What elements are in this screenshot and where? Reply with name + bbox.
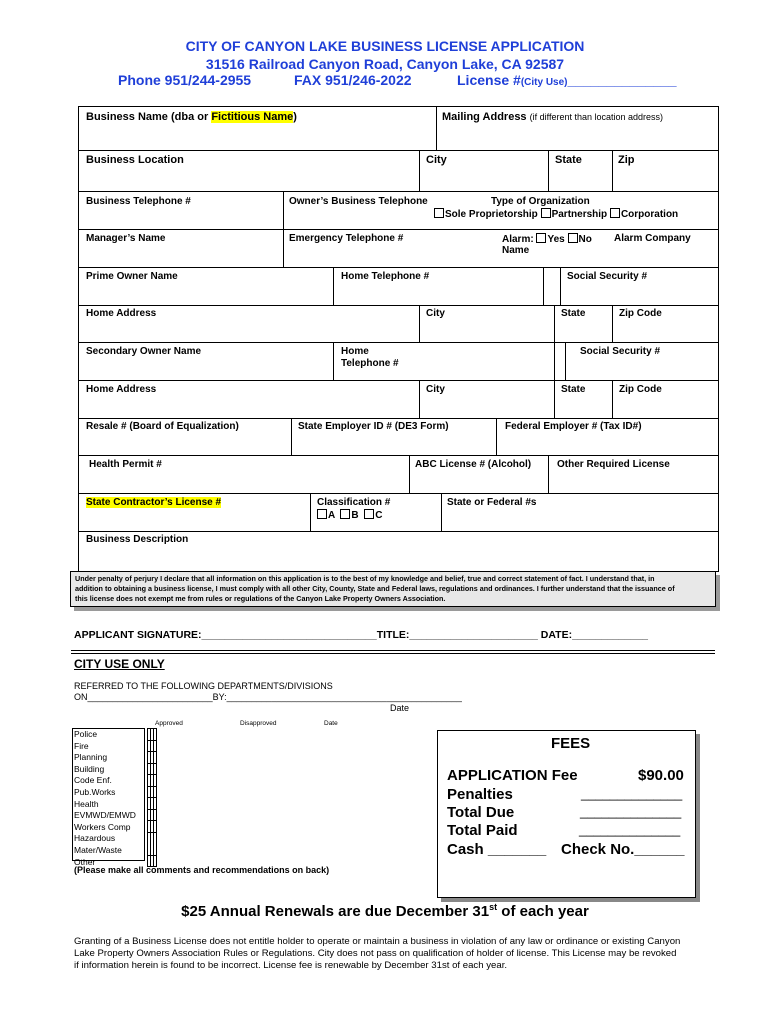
business-telephone-field[interactable]: Business Telephone # [86,196,191,207]
fax-number: FAX 951/246-2022 [294,72,412,88]
prime-owner-ssn-field[interactable]: Social Security # [567,271,648,282]
department-name: Police [74,729,98,739]
phone-number: Phone 951/244-2955 [118,72,252,88]
fees-title: FEES [551,735,591,752]
comments-note: (Please make all comments and recommendations on back) [74,865,330,875]
department-name: Planning [74,752,108,763]
license-number-label: License #(City Use)______________ [457,72,677,88]
applicant-signature-line[interactable]: APPLICANT SIGNATURE:______________________________TITLE:______________________ DATE:_____________ [74,629,649,641]
renewal-notice: $25 Annual Renewals are due December 31st of each year [181,902,589,920]
type-of-organization-label: Type of Organization [491,196,590,207]
business-name-field[interactable]: Business Name (dba or Fictitious Name) [86,111,297,123]
date-cell[interactable] [154,775,157,787]
state-employer-id-field[interactable]: State Employer ID # (DE3 Form) [298,421,449,432]
secondary-owner-home-label[interactable]: Home [341,346,369,357]
prime-owner-zip-field[interactable]: Zip Code [619,308,662,319]
prime-owner-name-field[interactable]: Prime Owner Name [86,271,178,282]
secondary-owner-home-address-field[interactable]: Home Address [86,384,157,395]
prime-owner-state-field[interactable]: State [561,308,586,319]
date-column-header: Date [324,720,338,727]
departments-list [72,728,145,867]
prime-owner-home-address-field[interactable]: Home Address [86,308,157,319]
disapproved-column-header: Disapproved [240,720,277,727]
city-address: 31516 Railroad Canyon Road, Canyon Lake, CA 92587 [205,56,565,72]
class-b-checkbox[interactable]: B [340,510,358,521]
class-c-checkbox[interactable]: C [364,510,382,521]
managers-name-field[interactable]: Manager’s Name [86,233,166,244]
secondary-owner-city-field[interactable]: City [426,384,445,395]
department-name: Hazardous [74,833,116,844]
date-cell[interactable] [154,832,157,855]
department-name: Other [74,856,96,867]
prime-owner-city-field[interactable]: City [426,308,445,319]
date-cell[interactable] [154,740,157,752]
other-license-field[interactable]: Other Required License [557,459,670,470]
department-row [148,763,157,775]
perjury-statement: Under penalty of perjury I declare that all information on this application is to the best of my knowledge and belief, true and correct statement of fact. I understand that, in addition to obtaining a business license, I must comply with all other City, County, State and Federal laws, regulations and ordinances. I further understand that the issuance of this license does not exempt me from rules or regulations of the Canyon Lake Property Owners Association. [70,571,716,607]
organization-type-options [434,208,678,220]
department-row [148,809,157,821]
referred-departments-label: REFERRED TO THE FOLLOWING DEPARTMENTS/DIVISIONS [74,681,333,691]
department-row [148,729,157,741]
date-cell[interactable] [154,798,157,810]
department-name: EVMWD/EMWD [74,810,136,821]
total-paid-blank[interactable]: ______________ [579,822,681,837]
date-cell[interactable] [154,729,157,741]
alarm-company-field[interactable]: Alarm Company [614,233,691,244]
city-use-only-heading: CITY USE ONLY [74,657,165,671]
application-fee-label: APPLICATION Fee [447,767,578,784]
sole-proprietorship-checkbox[interactable]: Sole Proprietorship [434,209,538,220]
check-number-field[interactable]: Check No.______ [561,841,685,858]
classification-label: Classification # [317,497,391,508]
total-due-blank[interactable]: ______________ [580,804,682,819]
mailing-address-field[interactable]: Mailing Address (if different than location address) [442,111,664,123]
prime-owner-home-telephone-field[interactable]: Home Telephone # [341,271,430,282]
alarm-name-label: Name [502,245,530,256]
application-fee-amount: $90.00 [638,767,684,784]
total-paid-label: Total Paid [447,822,518,839]
alarm-no-checkbox[interactable]: No [568,234,592,245]
license-disclaimer: Granting of a Business License does not entitle holder to operate or maintain a business in violation of any law or ordinance or existing Canyon Lake Property Owners Association Rules or Regulations. City does not pass on qualification of holder of license. This License may be revoked if information herein is found to be incorrect. License fee is renewable by December 31st of each year. [74,936,681,971]
class-a-checkbox[interactable]: A [317,510,335,521]
alarm-options: Alarm: Yes No [502,234,592,245]
corporation-checkbox[interactable]: Corporation [610,209,678,220]
department-name: Workers Comp [74,821,131,832]
business-state-field[interactable]: State [555,154,582,166]
form-title: CITY OF CANYON LAKE BUSINESS LICENSE APPLICATION [185,38,585,54]
secondary-owner-state-field[interactable]: State [561,384,586,395]
approved-column-header: Approved [155,720,183,727]
secondary-owner-zip-field[interactable]: Zip Code [619,384,662,395]
emergency-telephone-field[interactable]: Emergency Telephone # [289,233,404,244]
referred-on-by-line[interactable]: ON_________________________BY:_______________________________________________ [74,692,462,702]
classification-options [317,509,382,521]
department-row [148,752,157,764]
department-row [148,798,157,810]
date-cell[interactable] [154,821,157,833]
business-location-field[interactable]: Business Location [86,154,184,166]
date-cell[interactable] [154,809,157,821]
total-due-label: Total Due [447,804,515,821]
date-cell[interactable] [154,763,157,775]
state-federal-numbers-field[interactable]: State or Federal #s [447,497,537,508]
department-row [148,740,157,752]
business-city-field[interactable]: City [426,154,447,166]
business-zip-field[interactable]: Zip [618,154,635,166]
federal-employer-field[interactable]: Federal Employer # (Tax ID#) [505,421,642,432]
cash-field[interactable]: Cash _______ [447,841,547,858]
department-name: Mater/Waste [74,844,122,855]
secondary-owner-name-field[interactable]: Secondary Owner Name [86,346,202,357]
partnership-checkbox[interactable]: Partnership [541,209,608,220]
resale-number-field[interactable]: Resale # (Board of Equalization) [86,421,239,432]
department-name: Health [74,798,99,809]
penalties-blank[interactable]: ______________ [581,786,683,801]
health-permit-field[interactable]: Health Permit # [89,459,162,470]
department-row [148,821,157,833]
secondary-owner-telephone-label: Telephone # [341,358,399,369]
department-name: Fire [74,740,89,751]
owners-business-telephone-field[interactable]: Owner’s Business Telephone [289,196,428,207]
department-row [148,775,157,787]
department-name: Building [74,763,105,774]
department-row [148,832,157,855]
secondary-owner-ssn-field[interactable]: Social Security # [580,346,661,357]
alarm-yes-checkbox[interactable]: Yes [536,234,564,245]
business-description-field[interactable]: Business Description [86,534,189,545]
department-name: Code Enf. [74,775,112,786]
state-contractor-license-field[interactable]: State Contractor’s License # [86,497,222,508]
penalties-label: Penalties [447,786,513,803]
referred-date-label: Date [390,703,410,713]
date-cell[interactable] [154,786,157,798]
department-name: Pub.Works [74,786,116,797]
abc-license-field[interactable]: ABC License # (Alcohol) [415,459,532,470]
date-cell[interactable] [154,752,157,764]
department-row [148,786,157,798]
